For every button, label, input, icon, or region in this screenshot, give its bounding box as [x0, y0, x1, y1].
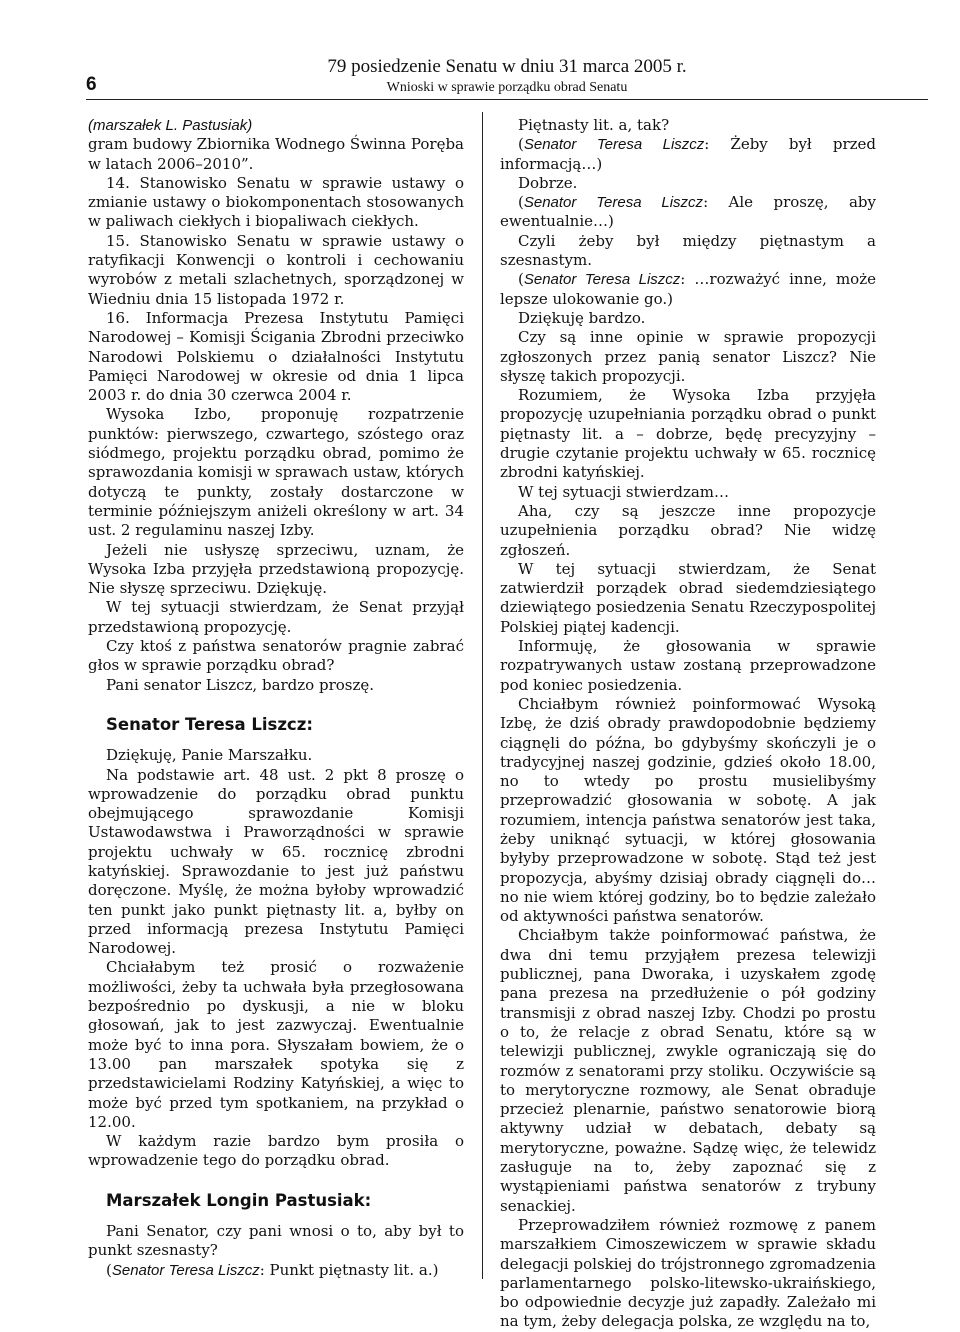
paragraph: Czyli żeby był między piętnastym a szesnastym. [500, 231, 876, 270]
agenda-item-14: 14. Stanowisko Senatu w sprawie ustawy o zmianie ustawy o biokomponentach stosowanych w paliwach ciekłych i biopaliwach ciekłych. [88, 173, 464, 231]
paragraph: Chciałbym również poinformować Wysoką Izbę, że dziś obrady prawdopodobnie będziemy ciągnęli do późna, bo gdybyśmy skończyli je o tradycyjnej naszej godzinie, gdzieś około 18.00, no to wtedy po prostu musielibyśmy przeprowadzić głosowania w sobotę. A jak rozumiem, intencja państwa senatorów jest taka, żeby uniknąć sytuacji, w której głosowania byłyby przeprowadzone w sobotę. Stąd też jest propozycja, abyśmy dzisiaj obrady ciągnęli do… no nie wiem której godziny, bo to będzie zależało od aktywności państwa senatorów. [500, 694, 876, 926]
paragraph: Chciałabym też prosić o rozważenie możliwości, żeby ta uchwała była przegłosowana bezpośrednio po dyskusji, a nie w bloku głosowań, jak to jest zazwyczaj. Ewentualnie może być to inna pora. Słyszałam bowiem, że o 13.00 pan marszałek spotyka się z przedstawicielami Rodziny Katyńskiej, a więc to może być przed tym spotkaniem, na przykład o 12.00. [88, 958, 464, 1131]
paragraph: Pani Senator, czy pani wnosi o to, aby był to punkt szesnasty? [88, 1222, 464, 1260]
paragraph: Pani senator Liszcz, bardzo proszę. [106, 675, 375, 694]
interjection-speaker: Senator Teresa Liszcz [523, 271, 681, 289]
paragraph: W każdym razie bardzo bym prosiła o wprowadzenie tego do porządku obrad. [88, 1132, 464, 1170]
interjection-text: : Ale proszę, aby ewentualnie…) [500, 193, 877, 231]
paragraph: Rozumiem, że Wysoka Izba przyjęła propozycję uzupełniania porządku obrad o punkt piętnasty lit. a – dobrze, będę precyzyjny – drugie czytanie projektu uchwały w 65. rocznicę zbrodni katyńskiej. [500, 386, 876, 482]
left-column [88, 116, 464, 1280]
interjection-speaker: Senator Teresa Liszcz [111, 1261, 260, 1279]
interjection: (Senator Teresa Liszcz: Punkt piętnasty lit. a.) [106, 1260, 439, 1279]
column-divider [482, 112, 483, 1279]
interjection: (Senator Teresa Liszcz: Ale proszę, aby ewentualnie…) [500, 193, 877, 231]
paragraph: Chciałbym także poinformować państwa, że dwa dni temu przyjąłem prezesa telewizji publicznej, pana Dworaka, i uzyskałem zgodę pana prezesa na przedłużenie o pół godziny transmisji z obrad naszej Izby. Chodzi po prostu o to, że relacje z obrad Senatu, które są w telewizji publicznej, zwykle ograniczają się do rozmów z senatorami przy stoliku. Oczywiście są to merytoryczne rozmowy, ale Senat obraduje przecież plenarnie, państwo senatorowie biorą aktywny udział w debatach, debaty są merytoryczne, poważne. Sądzę więc, że telewidz zasługuje na to, żeby zapoznać się z wystąpieniami państwa senatorów z trybuny senackiej. [500, 926, 876, 1215]
paragraph: Czy ktoś z państwa senatorów pragnie zabrać głos w sprawie porządku obrad? [88, 637, 464, 675]
agenda-item-16: 16. Informacja Prezesa Instytutu Pamięci Narodowej – Komisji Ścigania Zbrodni przeciwko Narodowi Polskiemu o działalności Instytutu Pamięci Narodowej w okresie od dnia 1 lipca 2003 r. do dnia 30 czerwca 2004 r. [88, 308, 464, 405]
paragraph: Wysoka Izbo, proponuję rozpatrzenie punktów: pierwszego, czwartego, szóstego oraz siódmego, projektu porządku obrad, pomimo że sprawozdania komisji w sprawach ustaw, których dotyczą te punkty, zostały dostarczone w terminie późniejszym aniżeli określony w art. 34 ust. 2 regulaminu naszej Izby. [88, 405, 464, 540]
paragraph: Piętnasty lit. a, tak? [518, 116, 670, 134]
speaker-heading: Senator Teresa Liszcz: [106, 714, 313, 734]
interjection-speaker: Senator Teresa Liszcz [523, 194, 704, 212]
interjection-speaker: Senator Teresa Liszcz [523, 136, 705, 154]
speaker-continuation-note: (marszałek L. Pastusiak) [88, 117, 253, 134]
paragraph: Czy są inne opinie w sprawie propozycji zgłoszonych przez panią senator Liszcz? Nie słyszę takich propozycji. [500, 328, 876, 385]
interjection-text: : …rozważyć inne, może lepsze ulokowanie go.) [500, 270, 876, 308]
paragraph: W tej sytuacji stwierdzam, że Senat zatwierdził porządek obrad siedemdziesiątego dziewiątego posiedzenia Senatu Rzeczypospolitej Polskiej piątej kadencji. [500, 559, 876, 636]
agenda-item-15: 15. Stanowisko Senatu w sprawie ustawy o ratyfikacji Konwencji o kontroli i cechowaniu wyrobów z metali szlachetnych, sporządzonej w Wiedniu dnia 15 listopada 1972 r. [88, 231, 464, 308]
page-title: 79 posiedzenie Senatu w dniu 31 marca 2005 r. [327, 56, 687, 77]
interjection-text: : Punkt piętnasty lit. a.) [259, 1260, 439, 1279]
speaker-heading: Marszałek Longin Pastusiak: [106, 1190, 372, 1210]
paragraph: Informuję, że głosowania w sprawie rozpatrywanych ustaw zostaną przeprowadzone pod koniec posiedzenia. [500, 637, 876, 694]
paragraph: Aha, czy są jeszcze inne propozycje uzupełnienia porządku obrad? Nie widzę zgłoszeń. [500, 501, 876, 559]
page-header [86, 52, 928, 100]
header-rule [86, 99, 928, 100]
paragraph: Jeżeli nie usłyszę sprzeciwu, uznam, że Wysoka Izba przyjęła przedstawioną propozycję. Nie słyszę sprzeciwu. Dziękuję. [88, 540, 464, 598]
page-subtitle: Wnioski w sprawie porządku obrad Senatu [386, 80, 628, 95]
interjection: (Senator Teresa Liszcz: …rozważyć inne, może lepsze ulokowanie go.) [500, 270, 876, 308]
paragraph: W tej sytuacji stwierdzam… [518, 482, 730, 501]
paragraph: Dziękuję bardzo. [518, 308, 646, 327]
paragraph: Dziękuję, Panie Marszałku. [106, 746, 313, 765]
interjection: (Senator Teresa Liszcz: Żeby był przed informacją…) [500, 135, 876, 173]
page-number: 6 [86, 74, 97, 95]
paragraph: gram budowy Zbiornika Wodnego Świnna Poręba w latach 2006–2010”. [88, 135, 464, 173]
interjection-text: : Żeby był przed informacją…) [500, 135, 876, 173]
right-column [500, 116, 876, 1332]
paragraph: Na podstawie art. 48 ust. 2 pkt 8 proszę o wprowadzenie do porządku obrad punktu obejmującego sprawozdanie Komisji Ustawodawstwa i Praworządności w sprawie projektu uchwały w 65. rocznicę zbrodni katyńskiej. Sprawozdanie to jest już państwu doręczone. Myślę, że można byłoby wprowadzić ten punkt jako punkt piętnasty lit. a, byłby on przed informacją prezesa Instytutu Pamięci Narodowej. [88, 765, 464, 958]
paragraph: W tej sytuacji stwierdzam, że Senat przyjął przedstawioną propozycję. [88, 598, 464, 636]
paragraph: Przeprowadziłem również rozmowę z panem marszałkiem Cimoszewiczem w sprawie składu delegacji polskiej do trójstronnego zgromadzenia parlamentarnego polsko-litewsko-ukraińskiego, bo odpowiednie decyzje już zapadły. Zależało mi na tym, żeby delegacja polska, ze względu na to, [500, 1215, 876, 1331]
paragraph: Dobrze. [518, 173, 578, 192]
